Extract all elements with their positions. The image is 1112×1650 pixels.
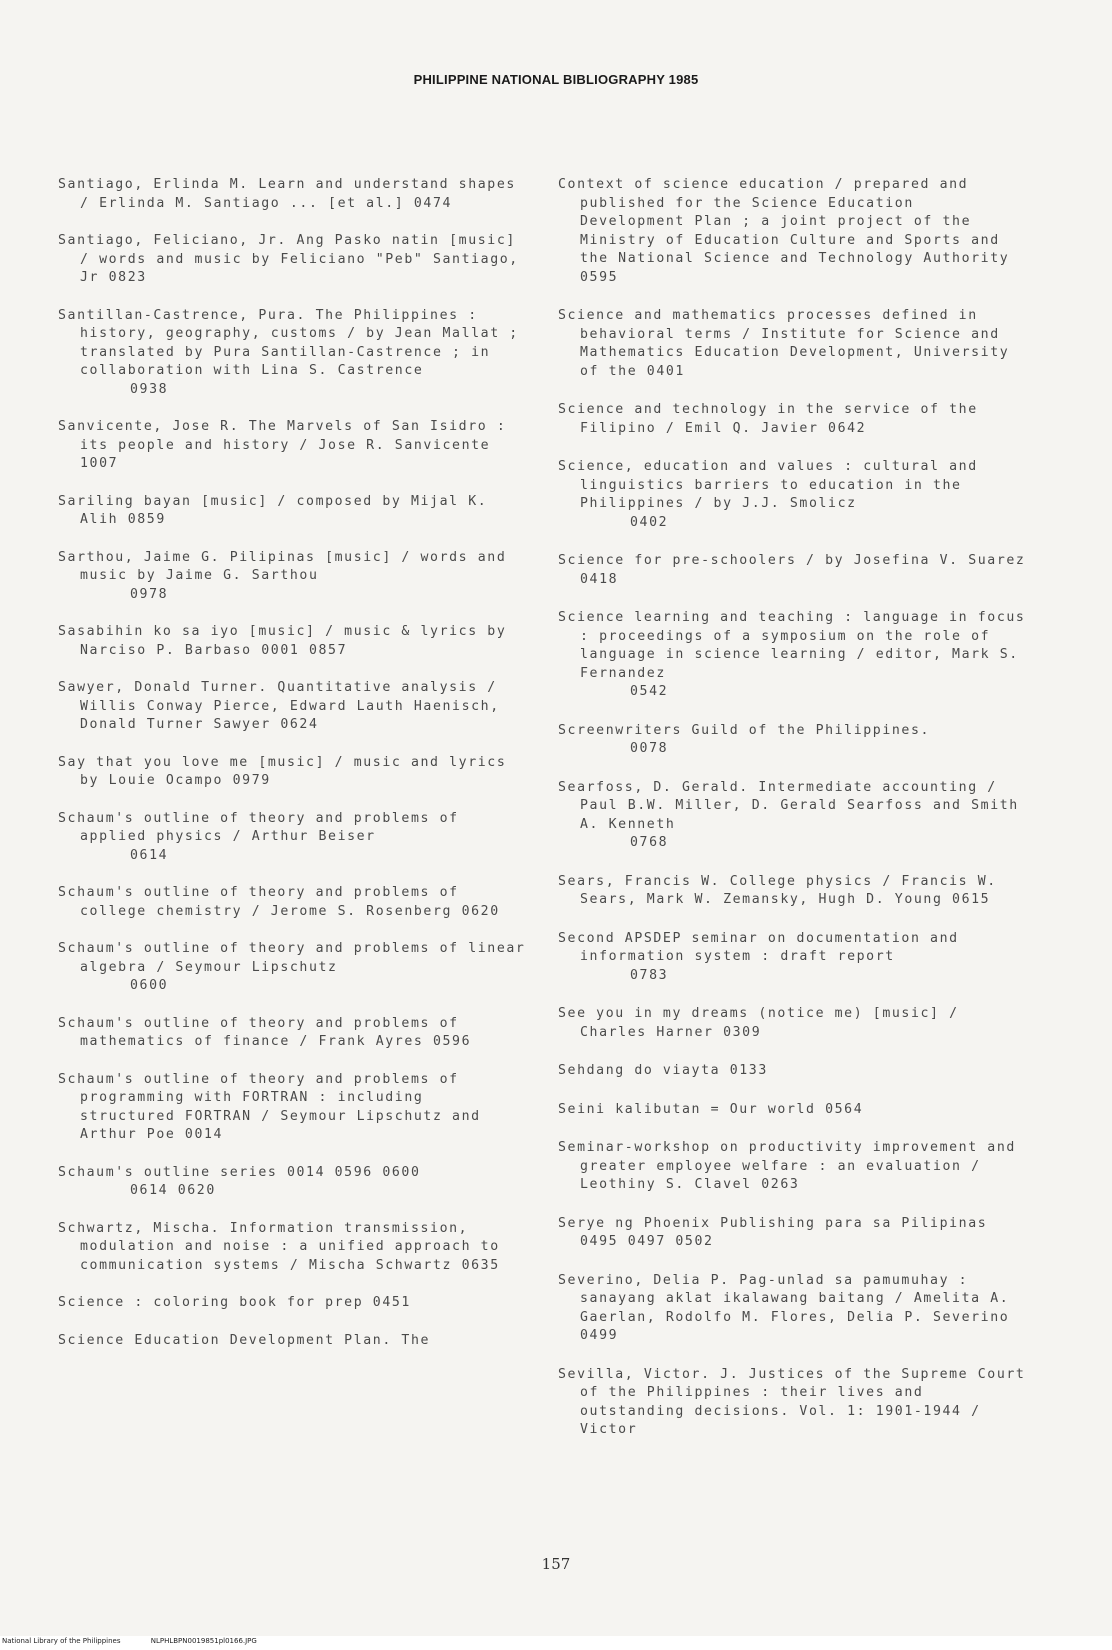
bibliography-entry [58,1220,528,1276]
entry-text: Science learning and teaching : language in focus : proceedings of a symposium on the role of language in science learning / editor, Mark S. Fernandez [558,610,1026,681]
bibliography-entry [558,1062,1028,1081]
entry-text: Sariling bayan [music] / composed by Mijal K. Alih 0859 [58,493,488,527]
entry-text: Sevilla, Victor. J. Justices of the Supreme Court of the Philippines : their lives and outstanding decisions. Vol. 1: 1901-1944 / Victor [558,1366,1026,1437]
entry-text: Context of science education / prepared and published for the Science Education Development Plan ; a joint project of the Ministry of Education Culture and Sports and the National Science and Technology Authority 0595 [558,177,1010,285]
bibliography-entry [58,810,528,866]
bibliography-entry [58,549,528,605]
bibliography-entry [58,1332,528,1351]
bibliography-entry [558,1005,1028,1042]
entry-text: Seini kalibutan = Our world 0564 [558,1101,864,1117]
entry-text: Science and mathematics processes defined in behavioral terms / Institute for Science and Mathematics Education Development, University of the 0401 [558,308,1010,379]
bibliography-entry [558,307,1028,381]
entry-text: Sasabihin ko sa iyo [music] / music & lyrics by Narciso P. Barbaso 0001 0857 [58,624,507,658]
entry-text: Seminar-workshop on productivity improvement and greater employee welfare : an evaluation / Leothiny S. Clavel 0263 [558,1140,1016,1192]
bibliography-entry [558,176,1028,287]
bibliography-entry [558,401,1028,438]
right-column [558,176,1028,1460]
bibliography-entry [558,873,1028,910]
entry-text: Science and technology in the service of the Filipino / Emil Q. Javier 0642 [558,402,978,436]
entry-text: Schaum's outline series 0014 0596 0600 [58,1164,421,1180]
entry-page-ref: 0078 [630,741,669,756]
entry-text: Science for pre-schoolers / by Josefina V. Suarez 0418 [558,553,1026,587]
bibliography-entry [558,722,1028,759]
entry-page-ref: 0783 [630,967,669,983]
bibliography-entry [558,458,1028,532]
page-number: 157 [541,1555,571,1573]
bibliography-entry [558,1215,1028,1252]
bibliography-entry [558,1101,1028,1120]
entry-text: Schaum's outline of theory and problems of college chemistry / Jerome S. Rosenberg 0620 [58,885,500,919]
bibliography-entry [58,493,528,530]
bibliography-entry [58,754,528,791]
footer-file: NLPHLBPN0019851pl0166.JPG [150,1637,257,1645]
entry-text: Santillan-Castrence, Pura. The Philippines : history, geography, customs / by Jean Mallat ; translated by Pura Santillan-Castrence ; in collaboration with Lina S. Castrence [58,307,519,378]
bibliography-entry [58,176,528,213]
bibliography-entry [58,623,528,660]
bibliography-entry [58,232,528,288]
bibliography-entry [558,609,1028,702]
bibliography-entry [558,1272,1028,1346]
entry-text: Say that you love me [music] / music and lyrics by Louie Ocampo 0979 [58,754,507,788]
entry-page-ref: 0402 [630,514,669,530]
entry-text: Sears, Francis W. College physics / Francis W. Sears, Mark W. Zemansky, Hugh D. Young 0615 [558,873,997,907]
bibliography-entry [58,1164,528,1201]
bibliography-entry [558,1366,1028,1440]
bibliography-entry [558,552,1028,589]
bibliography-entry [58,679,528,735]
entry-page-ref: 0614 0620 [130,1183,216,1198]
entry-text: Serye ng Phoenix Publishing para sa Pilipinas 0495 0497 0502 [558,1215,988,1249]
entry-text: See you in my dreams (notice me) [music] / Charles Harner 0309 [558,1006,959,1040]
bibliography-entry [58,884,528,921]
entry-text: Science Education Development Plan. The [58,1332,431,1348]
entry-text: Severino, Delia P. Pag-unlad sa pamumuhay : sanayang aklat ikalawang baitang / Amelita A. Gaerlan, Rodolfo M. Flores, Delia P. Severino 0499 [558,1272,1010,1343]
scan-footer [0,1637,287,1645]
bibliography-entry [58,418,528,474]
entry-text: Santiago, Erlinda M. Learn and understand shapes / Erlinda M. Santiago ... [et al.] 0474 [58,177,516,211]
entry-page-ref: 0542 [630,684,669,699]
bibliography-entry [58,940,528,996]
entry-page-ref: 0614 [130,847,169,863]
entry-text: Screenwriters Guild of the Philippines. [558,722,931,738]
entry-page-ref: 0938 [130,381,169,397]
bibliography-entry [558,1139,1028,1195]
entry-text: Sarthou, Jaime G. Pilipinas [music] / words and music by Jaime G. Sarthou [58,549,507,583]
entry-text: Schaum's outline of theory and problems of programming with FORTRAN : including structured FORTRAN / Seymour Lipschutz and Arthur Poe 0014 [58,1071,481,1142]
bibliography-entry [58,1294,528,1313]
entry-text: Schwartz, Mischa. Information transmission, modulation and noise : a unified approach to communication systems / Mischa Schwartz 0635 [58,1220,500,1273]
footer-library: National Library of the Philippines [2,1637,121,1645]
bibliography-entry [558,779,1028,853]
entry-page-ref: 0768 [630,835,669,850]
entry-page-ref: 0600 [130,978,169,993]
entry-text: Sehdang do viayta 0133 [558,1063,768,1078]
entry-text: Science, education and values : cultural and linguistics barriers to education in the Philippines / by J.J. Smolicz [558,459,978,511]
bibliography-entry [558,930,1028,986]
entry-text: Science : coloring book for prep 0451 [58,1295,411,1310]
bibliography-entry [58,307,528,400]
entry-text: Searfoss, D. Gerald. Intermediate accounting / Paul B.W. Miller, D. Gerald Searfoss and Smith A. Kenneth [558,779,1019,832]
entry-text: Schaum's outline of theory and problems of mathematics of finance / Frank Ayres 0596 [58,1015,472,1049]
entry-text: Schaum's outline of theory and problems of applied physics / Arthur Beiser [58,810,459,844]
entry-text: Sawyer, Donald Turner. Quantitative analysis / Willis Conway Pierce, Edward Lauth Haenisch, Donald Turner Sawyer 0624 [58,680,500,732]
entry-text: Second APSDEP seminar on documentation and information system : draft report [558,930,959,964]
bibliography-entry [58,1015,528,1052]
left-column [58,176,528,1369]
page-header: PHILIPPINE NATIONAL BIBLIOGRAPHY 1985 [413,72,699,87]
bibliography-entry [58,1071,528,1145]
entry-text: Sanvicente, Jose R. The Marvels of San Isidro : its people and history / Jose R. Sanvicente 1007 [58,419,507,471]
entry-text: Santiago, Feliciano, Jr. Ang Pasko natin [music] / words and music by Feliciano "Peb" Santiago, Jr 0823 [58,233,519,285]
entry-text: Schaum's outline of theory and problems of linear algebra / Seymour Lipschutz [58,941,526,975]
entry-page-ref: 0978 [130,586,169,602]
